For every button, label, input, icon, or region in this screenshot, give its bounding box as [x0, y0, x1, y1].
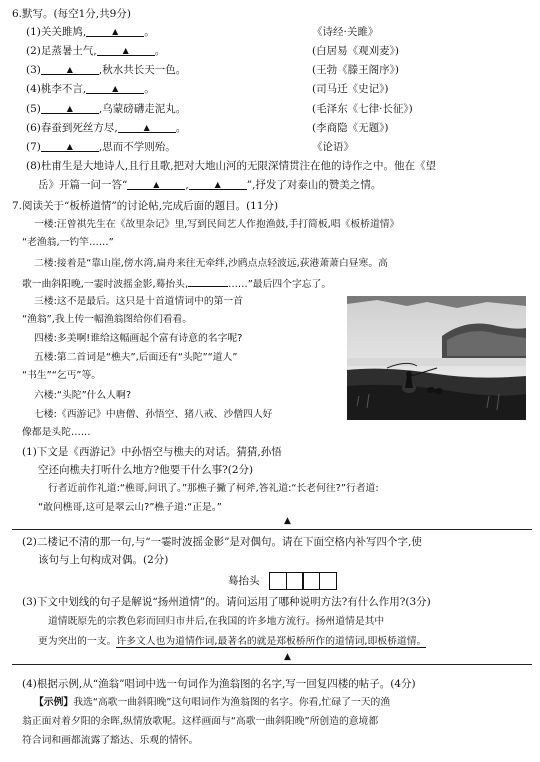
q6-item-1: (1)关关雎鸠, ▲ 。: [26, 26, 155, 38]
floor-3-line2: “渔翁”,我上传一幅渔翁图给你们看看。: [22, 314, 193, 325]
example-tag: 【示例】: [34, 697, 74, 708]
q7-title: 7.阅读关于“板桥道情”的讨论帖,完成后面的题目。(11分): [12, 200, 279, 212]
answer-blank[interactable]: ▲: [118, 122, 176, 133]
q6-item-8-line1: (8)杜甫生是大地诗人,且行且歌,把对大地山河的无限深情贯注在他的诗作之中。他在《望: [26, 160, 437, 172]
floor-2-line2: 歌一曲斜阳晚,一霎时波摇金影,蓦抬头, ……”最后四个字忘了。: [22, 276, 331, 291]
example-line3: 符合词和画都流露了豁达、乐观的情怀。: [22, 735, 199, 746]
sub1-quote-line1: 行者近前作礼道:“樵哥,问讯了。”那樵子撇了柯斧,答礼道:“长老何往?”行者道:: [48, 483, 379, 494]
sub1-question-line2: 空还向樵夫打听什么地方?他要干什么事?(2分): [38, 464, 254, 476]
q6-source-6: (李商隐《无题》): [312, 122, 389, 134]
answer-blank[interactable]: ▲: [86, 26, 144, 37]
answer-blank[interactable]: ▲: [41, 103, 99, 114]
missing-phrase-blank: [188, 276, 228, 287]
char-box[interactable]: [269, 572, 287, 590]
answer-blank[interactable]: ▲: [97, 45, 155, 56]
q6-item-4: (4)桃李不言, ▲ 。: [26, 83, 155, 95]
char-box[interactable]: [319, 572, 337, 590]
floor-6: 六楼:“头陀”什么人啊?: [34, 390, 132, 401]
q6-source-7: 《论语》: [312, 141, 354, 153]
char-box[interactable]: [286, 572, 304, 590]
char-box[interactable]: [302, 572, 320, 590]
q6-source-2: (白居易《观刈麦》): [312, 45, 399, 57]
floor-7-line1: 七楼:《西游记》中唐僧、孙悟空、猪八戒、沙僧四人好: [34, 409, 273, 420]
answer-blank[interactable]: ▲: [127, 179, 185, 190]
floor-1-line2: “老渔翁,一钓竿……”: [22, 237, 114, 248]
q6-title: 6.默写。(每空1分,共9分): [12, 8, 131, 20]
floor-5-line2: “书生”“乞丐”等。: [22, 370, 102, 381]
example-line1: 【示例】我选“高歌一曲斜阳晚”这句唱词作为渔翁图的名字。你看,忙碌了一天的渔: [34, 697, 391, 708]
answer-blank[interactable]: ▲: [41, 141, 99, 152]
q6-source-3: (王勃《滕王阁序》): [312, 64, 399, 76]
floor-5-line1: 五楼:第二首词是“樵夫”,后面还有“头陀”“道人”: [34, 352, 238, 363]
sub3-passage-line2: 更为突出的一支。许多文人也为道情作词,最著名的就是郑板桥所作的道情词,即板桥道情。: [38, 636, 427, 647]
q6-source-5: (毛泽东《七律·长征》): [312, 103, 413, 115]
q6-item-6: (6)春蚕到死丝方尽, ▲ 。: [26, 122, 187, 134]
sub1-quote-line2: “敢问樵哥,这可是翠云山?”樵子道:“正是。”: [38, 502, 222, 513]
floor-3-line1: 三楼:这不是最后。这只是十首道情词中的第一首: [34, 296, 244, 307]
four-char-answer-boxes[interactable]: [269, 572, 336, 590]
example-line2: 翁正面对着夕阳的余晖,纵情放歌呢。这样画面与“高歌一曲斜阳晚”所创造的意境都: [22, 716, 379, 727]
sub2-label: 蓦抬头: [228, 575, 260, 587]
q6-source-1: 《诗经·关雎》: [312, 26, 379, 38]
answer-line[interactable]: [12, 664, 532, 665]
answer-marker: ▲: [284, 652, 291, 662]
sub2-question-line1: (2)二楼记不清的那一句,与“一霎时波摇金影”是对偶句。请在下面空格内补写四个字,使: [22, 536, 422, 548]
sub2-question-line2: 该句与上句构成对偶。(2分): [38, 554, 169, 566]
sub3-passage-line1: 道情既原先的宗教色彩而回归市井后,在我国的许多地方流行。扬州道情是其中: [48, 616, 385, 627]
q6-item-7: (7) ▲ ,思而不学则殆。: [26, 141, 176, 153]
q6-item-2: (2)足蒸暑土气, ▲ 。: [26, 45, 166, 57]
q6-item-3: (3) ▲ ,秋水共长天一色。: [26, 64, 187, 76]
floor-4: 四楼:多美啊!谁给这幅画起个富有诗意的名字呢?: [34, 333, 243, 344]
sub3-question: (3)下文中划线的句子是解说“扬州道情”的。请问运用了哪种说明方法?有什么作用?(3分): [22, 596, 431, 608]
underlined-sentence: 许多文人也为道情作词,最著名的就是郑板桥所作的道情词,即板桥道情。: [116, 636, 427, 647]
q6-item-5: (5) ▲ ,乌蒙磅礴走泥丸。: [26, 103, 187, 115]
sub4-question: (4)根据示例,从“渔翁”唱词中选一句词作为渔翁图的名字,写一回复四楼的帖子。(4分): [22, 678, 416, 690]
fisherman-painting-image: [347, 296, 526, 420]
answer-line[interactable]: [12, 529, 532, 530]
answer-blank[interactable]: ▲: [189, 179, 247, 190]
q6-source-4: (司马迁《史记》): [312, 83, 389, 95]
sub1-question-line1: (1)下文是《西游记》中孙悟空与樵夫的对话。猜猜,孙悟: [22, 446, 282, 458]
floor-1-line1: 一楼:汪曾祺先生在《故里杂记》里,写到民间艺人作抱渔鼓,手打简板,唱《板桥道情》: [34, 219, 400, 230]
floor-2-line1: 二楼:接着是“靠山崖,傍水湾,扁舟来往无牵绊,沙鸥点点轻波远,荻港萧萧白昼寒。高: [34, 258, 388, 269]
answer-marker: ▲: [284, 516, 291, 526]
q6-item-8-line2: 岳》开篇一问一答“ ▲ , ▲ ”,抒发了对泰山的赞美之情。: [38, 179, 382, 191]
answer-blank[interactable]: ▲: [86, 83, 144, 94]
floor-7-line2: 像都是头陀……: [22, 427, 91, 438]
answer-blank[interactable]: ▲: [41, 64, 99, 75]
